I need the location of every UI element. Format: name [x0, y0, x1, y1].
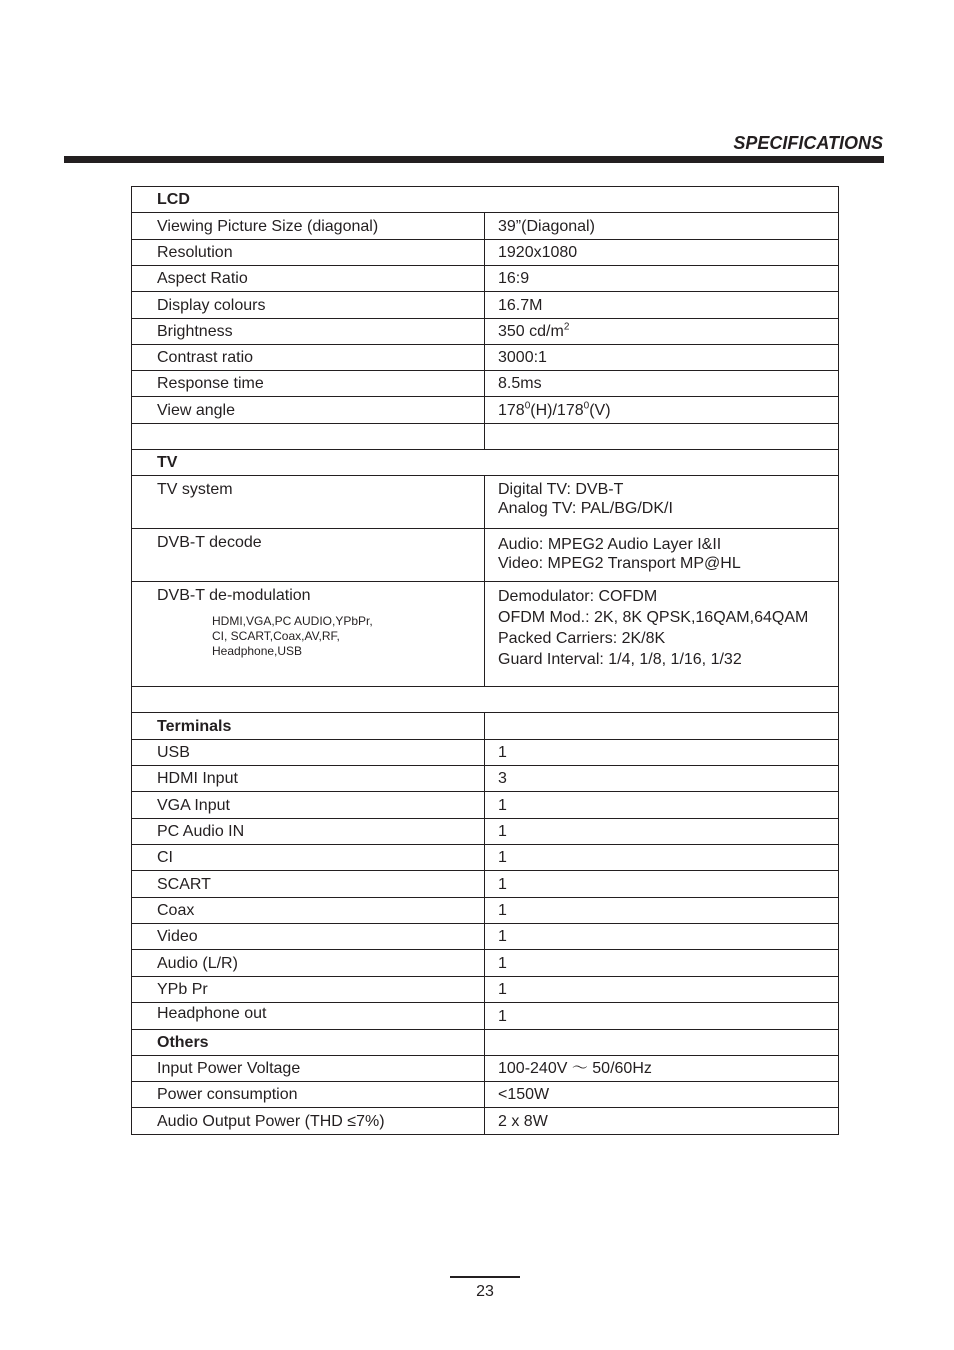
terminal-count: 1 [485, 871, 839, 898]
spec-value: 8.5ms [485, 371, 839, 397]
terminal-count: 1 [485, 1003, 839, 1030]
spec-label: Audio Output Power (THD ≤7%) [132, 1108, 485, 1135]
spec-label: View angle [132, 397, 485, 424]
terminal-label: Headphone out [132, 1003, 485, 1030]
spec-value: <150W [485, 1082, 839, 1108]
superscript: 0 [583, 400, 590, 412]
spec-value [485, 476, 839, 529]
spec-label: Response time [132, 371, 485, 397]
spec-label: Power consumption [132, 1082, 485, 1108]
value-line: Analog TV: PAL/BG/DK/I [498, 500, 673, 517]
note-line: CI, SCART,Coax,AV,RF, [212, 629, 340, 643]
spec-value [485, 319, 839, 345]
terminal-label: HDMI Input [132, 766, 485, 792]
view-angle-h: 178 [498, 401, 525, 419]
value-line: Packed Carriers: 2K/8K [498, 630, 666, 647]
spec-label: Viewing Picture Size (diagonal) [132, 213, 485, 240]
spec-label: Brightness [132, 319, 485, 345]
value-line: Demodulator: COFDM [498, 588, 658, 605]
spec-value: 2 x 8W [485, 1108, 839, 1135]
page-number: 23 [476, 1283, 494, 1300]
terminal-label: SCART [132, 871, 485, 898]
value-line: Audio: MPEG2 Audio Layer I&II [498, 536, 722, 553]
terminal-label: USB [132, 740, 485, 766]
header-rule [64, 156, 884, 163]
terminal-count: 1 [485, 950, 839, 977]
terminal-label: Coax [132, 898, 485, 924]
value-line: Guard Interval: 1/4, 1/8, 1/16, 1/32 [498, 651, 742, 668]
terminal-label: Audio (L/R) [132, 950, 485, 977]
terminal-count: 1 [485, 898, 839, 924]
terminal-count: 1 [485, 740, 839, 766]
terminal-count: 3 [485, 766, 839, 792]
view-angle-suffix: (V) [589, 401, 611, 419]
view-angle-v: (H)/178 [530, 401, 584, 419]
spec-value: 39”(Diagonal) [485, 213, 839, 240]
footer-rule [450, 1276, 520, 1278]
terminal-count: 1 [485, 845, 839, 871]
value-line: OFDM Mod.: 2K, 8K QPSK,16QAM,64QAM [498, 609, 809, 626]
demodulation-label: DVB-T de-modulation [157, 587, 311, 604]
spec-value: 100-240V ～ 50/60Hz [485, 1056, 839, 1082]
spec-value: 16.7M [485, 292, 839, 319]
brightness-value: 350 cd/m [498, 323, 564, 340]
spec-value [485, 529, 839, 582]
note-line: Headphone,USB [212, 644, 303, 658]
spec-label: DVB-T decode [132, 529, 485, 582]
terminal-count: 1 [485, 977, 839, 1003]
spacer-cell [485, 1030, 839, 1056]
value-line: Digital TV: DVB-T [498, 481, 624, 498]
terminal-label: PC Audio IN [132, 819, 485, 845]
spec-value: 1920x1080 [485, 240, 839, 266]
superscript: 2 [563, 321, 570, 333]
spec-label: Contrast ratio [132, 345, 485, 371]
value-line: Video: MPEG2 Transport MP@HL [498, 555, 741, 572]
note-line: HDMI,VGA,PC AUDIO,YPbPr, [212, 614, 373, 628]
tv-heading: TV [132, 450, 839, 476]
spacer-cell [132, 424, 485, 450]
spec-label: Aspect Ratio [132, 266, 485, 292]
terminals-heading: Terminals [132, 713, 485, 740]
terminal-count: 1 [485, 792, 839, 819]
section-title: SPECIFICATIONS [733, 133, 883, 153]
specifications-table [131, 186, 839, 1135]
terminal-label: Video [132, 924, 485, 950]
spacer-cell [132, 687, 839, 713]
spec-label: Resolution [132, 240, 485, 266]
spec-value: 3000:1 [485, 345, 839, 371]
terminal-label: VGA Input [132, 792, 485, 819]
spec-label: Input Power Voltage [132, 1056, 485, 1082]
terminal-label: CI [132, 845, 485, 871]
spec-label: TV system [132, 476, 485, 529]
terminal-count: 1 [485, 924, 839, 950]
lcd-heading: LCD [132, 187, 839, 213]
spec-label [132, 582, 485, 687]
others-heading: Others [132, 1030, 485, 1056]
spec-value [485, 397, 839, 424]
spacer-cell [485, 713, 839, 740]
spacer-cell [485, 424, 839, 450]
terminal-label: YPb Pr [132, 977, 485, 1003]
spec-value: 16:9 [485, 266, 839, 292]
superscript: 0 [524, 400, 531, 412]
spec-value [485, 582, 839, 687]
spec-label: Display colours [132, 292, 485, 319]
terminal-count: 1 [485, 819, 839, 845]
terminals-note [212, 614, 484, 659]
